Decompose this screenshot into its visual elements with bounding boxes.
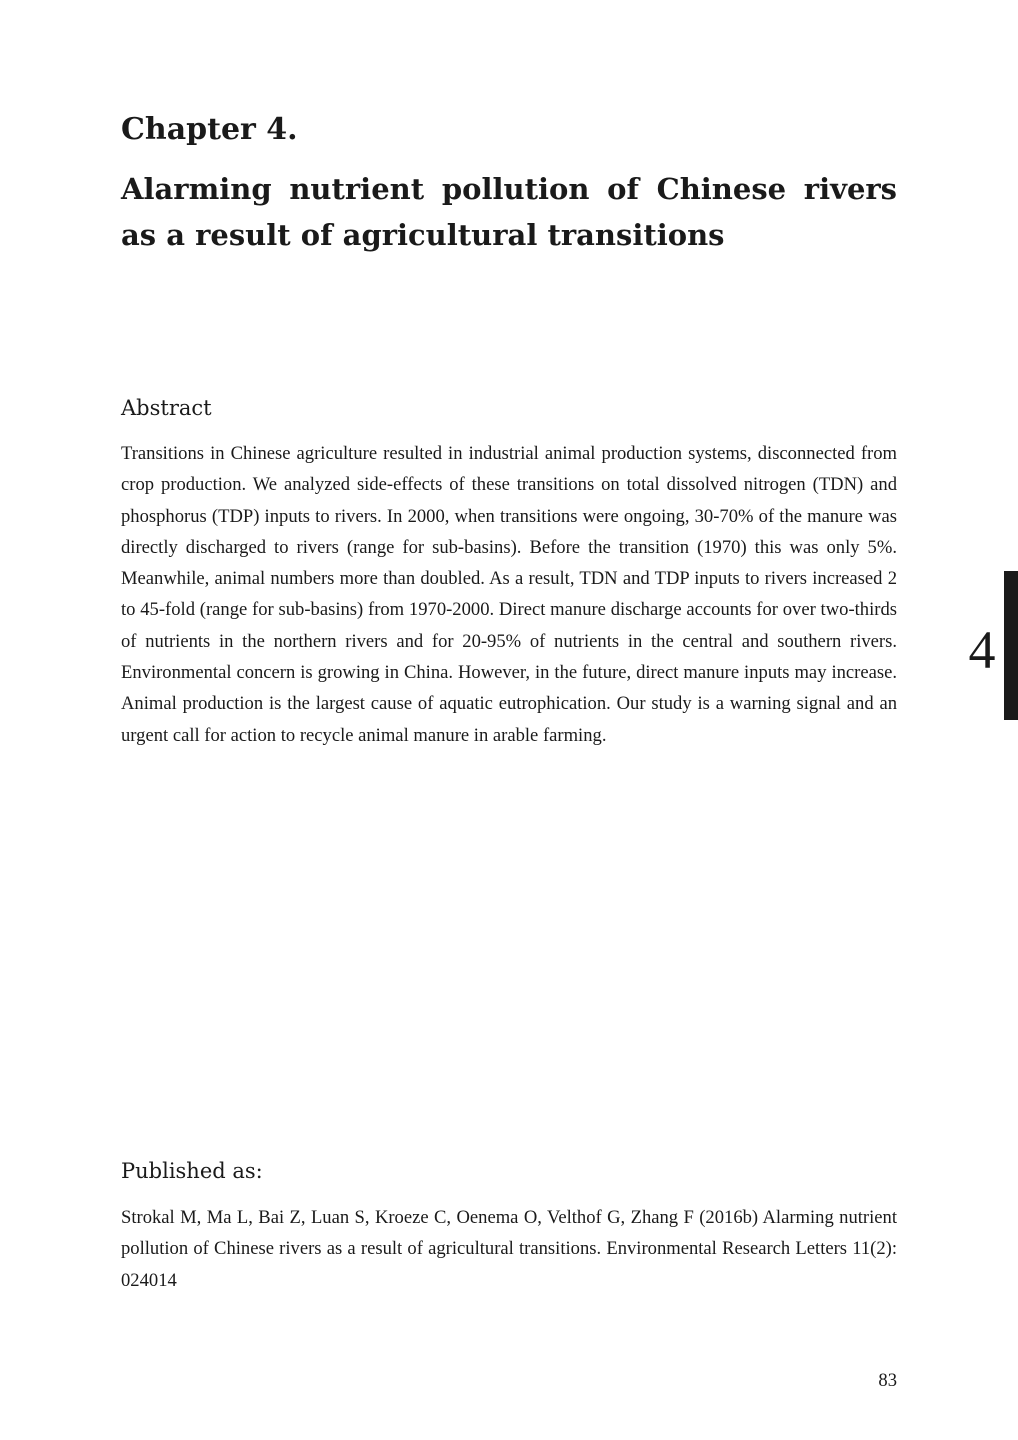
chapter-thumb-tab [1004,571,1018,720]
chapter-thumb-number: 4 [968,620,996,680]
abstract-heading: Abstract [121,396,212,420]
citation: Strokal M, Ma L, Bai Z, Luan S, Kroeze C, Oenema O, Velthof G, Zhang F (2016b) Alarming nutrient pollution of Chinese rivers as a result of agricultural transitions. Environmental Research Letters 11(2): 024014 [121,1207,897,1291]
published-heading: Published as: [121,1159,263,1183]
page-number: 83 [878,1370,897,1391]
chapter-label: Chapter 4. [121,112,298,147]
abstract-body: Transitions in Chinese agriculture resulted in industrial animal production systems, disconnected from crop production. We analyzed side-effects of these transitions on total dissolved nitrogen (TDN) and phosphorus (TDP) inputs to rivers. In 2000, when transitions were ongoing, 30-70% of the manure was directly discharged to rivers (range for sub-basins). Before the transition (1970) this was only 5%. Meanwhile, animal numbers more than doubled. As a result, TDN and TDP inputs to rivers increased 2 to 45-fold (range for sub-basins) from 1970-2000. Direct manure discharge accounts for over two-thirds of nutrients in the northern rivers and for 20-95% of nutrients in the central and southern rivers. Environmental concern is growing in China. However, in the future, direct manure inputs may increase. Animal production is the largest cause of aquatic eutrophication. Our study is a warning signal and an urgent call for action to recycle animal manure in arable farming. [121,443,897,746]
chapter-title: Alarming nutrient pollution of Chinese rivers as a result of agricultural transitions [121,172,897,252]
